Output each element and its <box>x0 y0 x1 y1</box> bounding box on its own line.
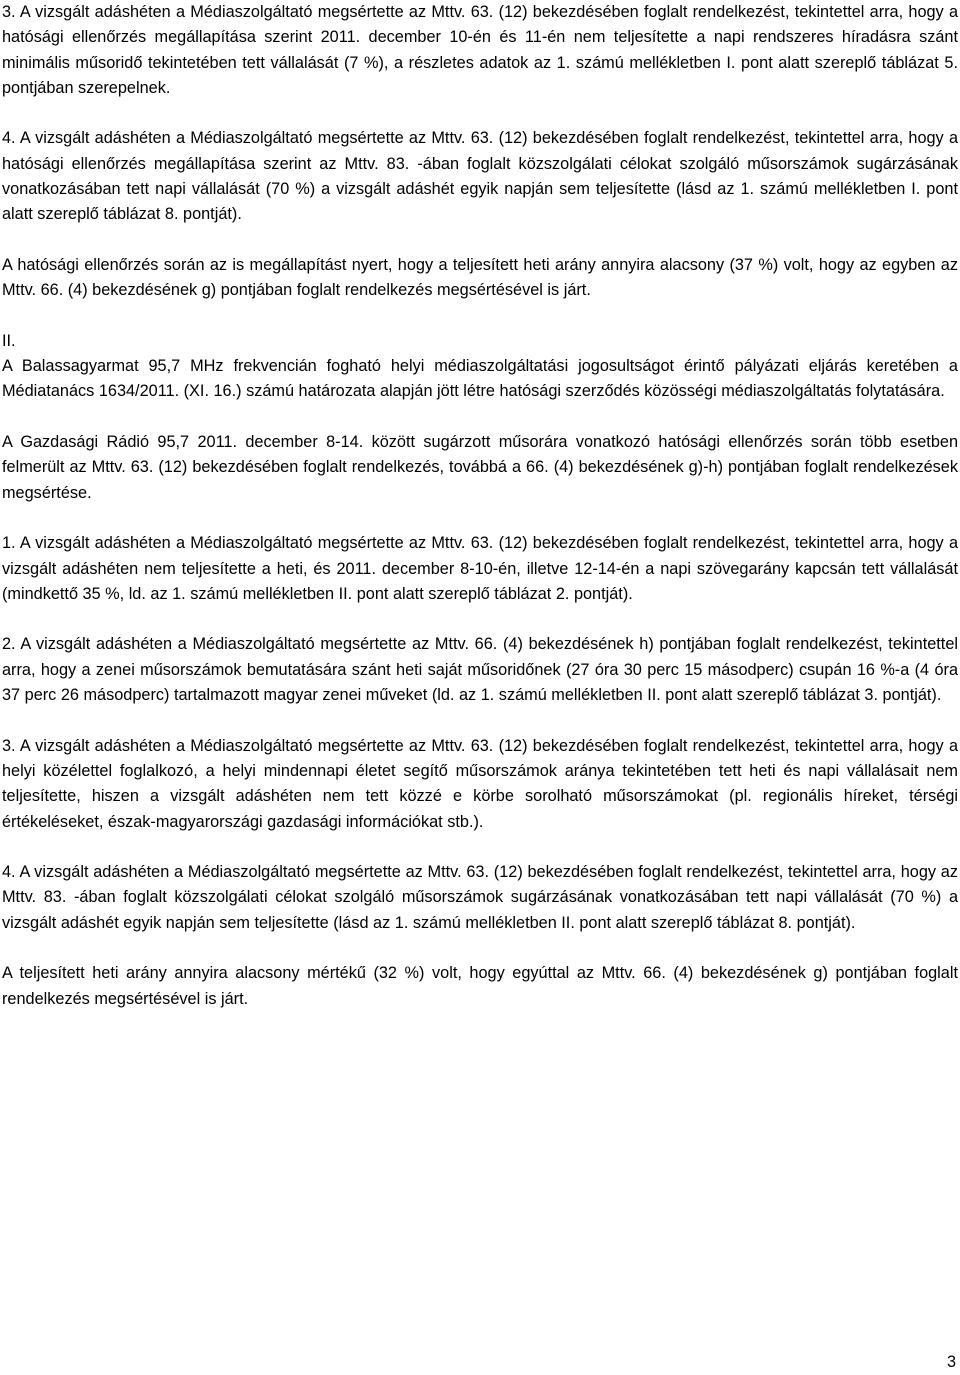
paragraph-item-3-part-ii: 3. A vizsgált adáshéten a Médiaszolgáltató megsértette az Mttv. 63. (12) bekezdésében foglalt rendelkezést, tekintettel arra, hogy a helyi közélettel foglalkozó, a helyi mindennapi életet segítő műsorszámok aránya tekintetében tett heti és napi vállalásait nem teljesítette, hiszen a vizsgált adáshéten nem tett közzé e körbe sorolható műsorszámokat (pl. regionális híreket, térségi értékeléseket, észak-magyarországi gazdasági információkat stb.). <box>2 736 958 831</box>
paragraph-weekly-ratio-part-ii: A teljesített heti arány annyira alacsony mértékű (32 %) volt, hogy egyúttal az Mttv. 66. (4) bekezdésének g) pontjában foglalt rendelkezés megsértésével is járt. <box>2 964 958 1008</box>
paragraph-balassagyarmat-intro: A Balassagyarmat 95,7 MHz frekvencián fogható helyi médiaszolgáltatási jogosultságot érintő pályázati eljárás keretében a Médiatanács 1634/2011. (XI. 16.) számú határozata alapján jött létre hatósági szerződés közösségi médiaszolgáltatás folytatására. <box>2 357 958 401</box>
paragraph-gazdasagi-radio: A Gazdasági Rádió 95,7 2011. december 8-14. között sugárzott műsorára vonatkozó hatósági ellenőrzés során több esetben felmerült az Mttv. 63. (12) bekezdésében foglalt rendelkezés, továbbá a 66. (4) bekezdésének g)-h) pontjában foglalt rendelkezések megsértése. <box>2 433 958 502</box>
section-heading-ii: II. <box>2 331 16 350</box>
page-number: 3 <box>946 1353 956 1371</box>
paragraph-item-4-part-i: 4. A vizsgált adáshéten a Médiaszolgáltató megsértette az Mttv. 63. (12) bekezdésében foglalt rendelkezést, tekintettel arra, hogy a hatósági ellenőrzés megállapítása szerint az Mttv. 83. -ában foglalt közszolgálati célokat szolgáló műsorszámok sugárzásának vonatkozásában tett napi vállalását (70 %) a vizsgált adáshét egyik napján sem teljesítette (lásd az 1. számú mellékletben I. pont alatt szereplő táblázat 8. pontját). <box>2 129 958 224</box>
paragraph-weekly-ratio-part-i: A hatósági ellenőrzés során az is megállapítást nyert, hogy a teljesített heti arány annyira alacsony (37 %) volt, hogy az egyben az Mttv. 66. (4) bekezdésének g) pontjában foglalt rendelkezés megsértésével is járt. <box>2 255 958 300</box>
paragraph-item-4-part-ii: 4. A vizsgált adáshéten a Médiaszolgáltató megsértette az Mttv. 63. (12) bekezdésében foglalt rendelkezést, tekintettel arra, hogy az Mttv. 83. -ában foglalt közszolgálati célokat szolgáló műsorszámok sugárzásának vonatkozásában tett napi vállalását (70 %) a vizsgált adáshét egyik napján sem teljesítette (lásd az 1. számú mellékletben II. pont alatt szereplő táblázat 8. pontját). <box>2 863 958 932</box>
document-page <box>2 0 958 1012</box>
paragraph-item-2-part-ii: 2. A vizsgált adáshéten a Médiaszolgáltató megsértette az Mttv. 66. (4) bekezdésének h) pontjában foglalt rendelkezést, tekintettel arra, hogy a zenei műsorszámok bemutatására szánt heti saját műsoridőnek (27 óra 30 perc 15 másodperc) csupán 16 %-a (4 óra 37 perc 26 másodperc) tartalmazott magyar zenei műveket (ld. az 1. számú mellékletben II. pont alatt szereplő táblázat 3. pontját). <box>2 635 958 705</box>
paragraph-item-3-part-i: 3. A vizsgált adáshéten a Médiaszolgáltató megsértette az Mttv. 63. (12) bekezdésében foglalt rendelkezést, tekintettel arra, hogy a hatósági ellenőrzés megállapítása szerint 2011. december 10-én és 11-én nem teljesítette a napi rendszeres híradásra szánt minimális műsoridő tekintetében tett vállalását (7 %), a részletes adatok az 1. számú mellékletben I. pont alatt szereplő táblázat 5. pontjában szerepelnek. <box>2 3 958 97</box>
paragraph-item-1-part-ii: 1. A vizsgált adáshéten a Médiaszolgáltató megsértette az Mttv. 63. (12) bekezdésében foglalt rendelkezést, tekintettel arra, hogy a vizsgált adáshéten nem teljesítette a heti, és 2011. december 8-10-én, illetve 12-14-én a napi szövegarány kapcsán tett vállalását (mindkettő 35 %, ld. az 1. számú mellékletben II. pont alatt szereplő táblázat 2. pontját). <box>2 534 958 603</box>
